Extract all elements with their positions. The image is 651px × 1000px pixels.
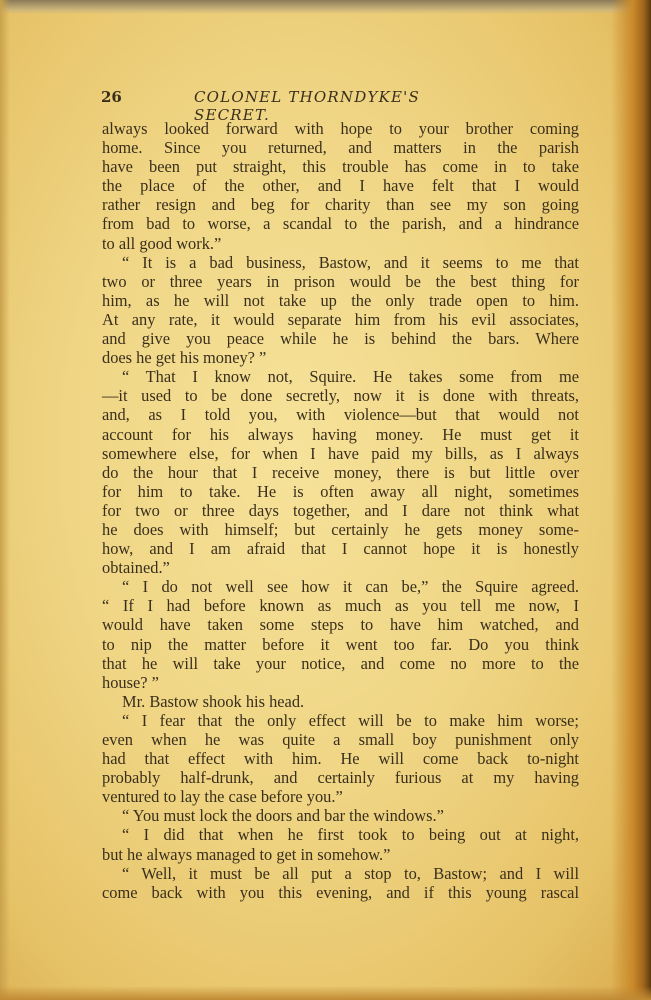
- text-line-content: “ It is a bad business, Bastow, and it seems to me that: [122, 252, 579, 272]
- page-left-edge: [0, 0, 10, 1000]
- text-line-content: come back with you this evening, and if this young rascal: [102, 882, 579, 902]
- text-line-content: —it used to be done secretly, now it is done with threats,: [102, 386, 579, 406]
- text-line: [102, 596, 579, 615]
- text-line-content: have been put straight, this trouble has come in to take: [102, 157, 579, 177]
- text-line-content: for two or three days together, and I dare not think what: [102, 500, 579, 520]
- text-line-content: ventured to lay the case before you.”: [102, 787, 343, 807]
- text-line: [102, 157, 579, 176]
- text-line-content: “ That I know not, Squire. He takes some from me: [122, 367, 579, 387]
- text-line: [102, 348, 579, 367]
- text-line: [102, 673, 579, 692]
- text-line-content: probably half-drunk, and certainly furious at my having: [102, 768, 579, 788]
- text-line-content: rather resign and beg for charity than see my son going: [102, 195, 579, 215]
- text-line: [102, 845, 579, 864]
- text-line: [102, 539, 579, 558]
- running-header: [101, 88, 491, 124]
- text-line: [102, 253, 579, 272]
- text-line: [102, 386, 579, 405]
- text-line-content: two or three years in prison would be the best thing for: [102, 271, 579, 291]
- page-top-shadow: [0, 0, 651, 14]
- text-line: [102, 234, 579, 253]
- text-line-content: home. Since you returned, and matters in the parish: [102, 138, 579, 158]
- text-line: [102, 310, 579, 329]
- text-line: [102, 520, 579, 539]
- text-line: [102, 558, 579, 577]
- text-line-content: do the hour that I receive money, there is but little over: [102, 462, 579, 482]
- text-line: [102, 425, 579, 444]
- text-line: [102, 749, 579, 768]
- text-line: [102, 444, 579, 463]
- body-text: [102, 119, 579, 902]
- text-line: [102, 883, 579, 902]
- text-line: [102, 730, 579, 749]
- text-line: [102, 635, 579, 654]
- running-title: COLONEL THORNDYKE'S SECRET.: [194, 88, 420, 124]
- text-line-content: “ I do not well see how it can be,” the Squire agreed.: [122, 577, 579, 597]
- text-line: [102, 501, 579, 520]
- text-line: [102, 692, 579, 711]
- text-line: [102, 577, 579, 596]
- text-line: [102, 405, 579, 424]
- text-line: [102, 138, 579, 157]
- text-line: [102, 291, 579, 310]
- text-line-content: “ I fear that the only effect will be to make him worse;: [122, 710, 579, 730]
- text-line: [102, 176, 579, 195]
- text-line-content: would have taken some steps to have him watched, and: [102, 615, 579, 635]
- text-line: [102, 864, 579, 883]
- text-line-content: to nip the matter before it went too far. Do you think: [102, 634, 579, 654]
- text-line-content: had that effect with him. He will come back to-night: [102, 749, 579, 769]
- text-line-content: to all good work.”: [102, 233, 222, 253]
- text-line-content: him, as he will not take up the only trade open to him.: [102, 290, 579, 310]
- text-line: [102, 214, 579, 233]
- text-line: [102, 825, 579, 844]
- text-line: [102, 329, 579, 348]
- text-line: [102, 806, 579, 825]
- text-line-content: does he get his money? ”: [102, 348, 267, 368]
- text-line: [102, 654, 579, 673]
- page-number: 26: [101, 88, 122, 106]
- text-line: [102, 711, 579, 730]
- text-line-content: and, as I told you, with violence—but that would not: [102, 405, 579, 425]
- text-line-content: for him to take. He is often away all night, sometimes: [102, 481, 579, 501]
- page-bottom-edge: [0, 986, 651, 1000]
- text-line: [102, 482, 579, 501]
- text-line-content: how, and I am afraid that I cannot hope it is honestly: [102, 539, 579, 559]
- text-line-content: he does with himself; but certainly he gets money some-: [102, 519, 579, 539]
- text-line-content: Mr. Bastow shook his head.: [122, 691, 305, 711]
- text-line-content: that he will take your notice, and come no more to the: [102, 653, 579, 673]
- text-line-content: from bad to worse, a scandal to the parish, and a hindrance: [102, 214, 579, 234]
- text-line-content: account for his always having money. He must get it: [102, 424, 579, 444]
- text-line: [102, 615, 579, 634]
- text-line-content: obtained.”: [102, 558, 170, 578]
- text-line-content: but he always managed to get in somehow.”: [102, 844, 391, 864]
- text-line: [102, 787, 579, 806]
- text-line-content: house? ”: [102, 672, 159, 692]
- text-line: [102, 463, 579, 482]
- text-line-content: even when he was quite a small boy punishment only: [102, 730, 579, 749]
- text-line-content: somewhere else, for when I have paid my bills, as I always: [102, 443, 579, 463]
- text-line: [102, 367, 579, 386]
- text-line-content: always looked forward with hope to your brother coming: [102, 119, 579, 138]
- page-right-edge: [611, 0, 651, 1000]
- text-line: [102, 272, 579, 291]
- text-line: [102, 768, 579, 787]
- text-line-content: the place of the other, and I have felt that I would: [102, 176, 579, 196]
- text-line-content: “ If I had before known as much as you tell me now, I: [102, 596, 579, 616]
- text-line-content: “ Well, it must be all put a stop to, Bastow; and I will: [122, 863, 579, 883]
- text-line: [102, 119, 579, 138]
- text-line-content: “ I did that when he first took to being out at night,: [122, 825, 579, 845]
- text-line-content: “ You must lock the doors and bar the windows.”: [122, 806, 444, 826]
- text-line: [102, 195, 579, 214]
- text-line-content: and give you peace while he is behind the bars. Where: [102, 329, 579, 349]
- text-line-content: At any rate, it would separate him from his evil associates,: [102, 309, 579, 329]
